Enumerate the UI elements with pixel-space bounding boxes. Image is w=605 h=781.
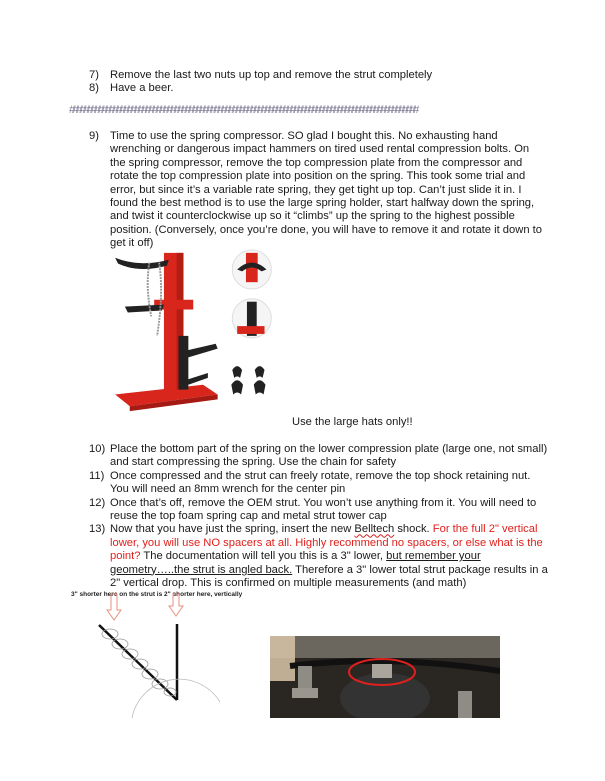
brand-name: Belltech [354,523,395,536]
steps-mid [89,443,549,590]
step-10: 10) Place the bottom part of the spring on the lower compression plate (large one, not small) and start compressing the spring. Use the chain for safety [89,443,548,469]
step-12: 12) Once that’s off, remove the OEM strut. You won’t use anything from it. You will need to reuse the top foam spring cap and metal strut tower cap [89,496,537,523]
foot-pedal [186,344,217,358]
hash-divider: ################################################################################################ [69,104,417,116]
safety-chain [148,263,161,336]
top-spring-holder [115,258,169,269]
geometry-note: but remember your geometry…..the strut is angled back. [110,550,481,576]
steps-top [89,69,547,96]
step-9: 9) Time to use the spring compressor. SO glad I bought this. No exhausting hand wrenching or dangerous impact hammers on tired used rental compression bolts. On the spring compressor, remove the top compression plate from the compressor and rotate the top compression plate into position on the spring. This took some trial and error, but since it’s a variable rate spring, they get tight up top. Can’t just slide it in. I found the best method is to use the large spring holder, start halfway down the spring, and twist it counterclockwise up so it “climbs” up the spring to the highest possible position. (Conversely, once you’re done, you will have to remove it and rotate it down to get it off) [89,130,542,250]
step-11: 11) Once compressed and the strut can freely rotate, remove the top shock retaining nut. You will need an 8mm wrench for the center pin [89,469,531,496]
spring-compressor-image [108,248,298,414]
middle-spring-holder [125,305,164,313]
step-13: 13) Now that you have just the spring, insert the new Belltech shock. For the full 2" vertical lower, you will use NO spacers at all. Highly recommend no spacers, or else what is the point? The documentation will tell you this is a 3" lower, but remember your geometry…..the strut is angled back. Therefore a 3" lower total strut package results in a 2" vertical drop. This is confirmed on multiple measurements (and math) [89,523,548,590]
arrow-down-icon [107,594,121,620]
strut-tower-photo [270,636,500,718]
step-9-block [89,130,544,251]
angled-strut-line [99,625,177,700]
spring-hats [231,366,265,394]
step-8: 8) Have a beer. [89,82,174,95]
red-warning: For the full 2" vertical lower, you will use NO spacers at all. Highly recommend no spacers, or else what is the point? [110,523,543,563]
step-7: 7) Remove the last two nuts up top and remove the strut completely [89,69,433,81]
image-caption: Use the large hats only!! [292,416,413,428]
diagram-caption: 3" shorter here on the strut is 2" shorter here, vertically [71,591,243,598]
arrow-down-icon [169,594,183,616]
strut-geometry-diagram [20,592,220,772]
